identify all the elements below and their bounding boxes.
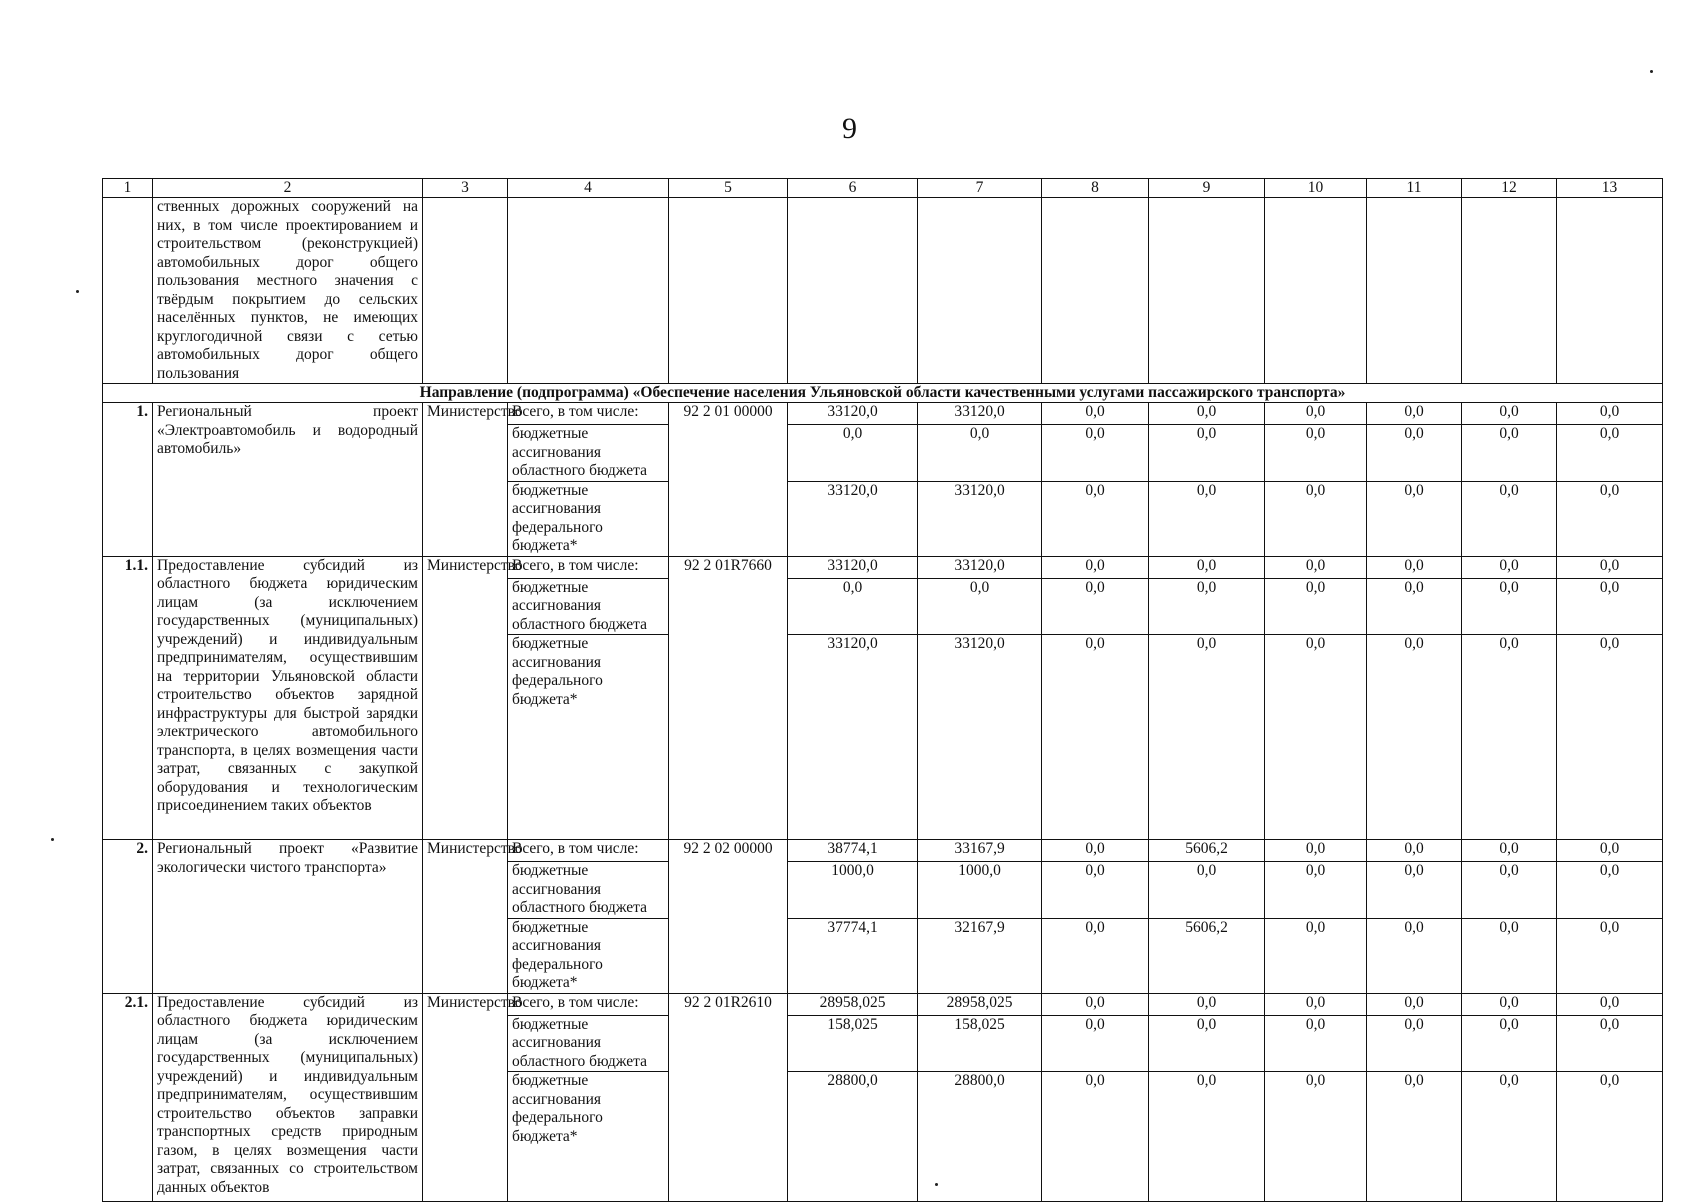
col-header: 2 (153, 179, 423, 198)
amount-cell: 0,0 (1367, 918, 1462, 993)
amount-cell: 33120,0 (788, 635, 918, 840)
col-header: 13 (1557, 179, 1663, 198)
amount-cell: 0,0 (1149, 578, 1265, 635)
col-header: 9 (1149, 179, 1265, 198)
amount-cell: 0,0 (1462, 1072, 1557, 1202)
amount-cell: 0,0 (1462, 578, 1557, 635)
amount-cell: 0,0 (918, 425, 1042, 482)
amount-cell: 33120,0 (918, 556, 1042, 578)
budget-code: 92 2 01 00000 (669, 403, 788, 557)
amount-cell: 0,0 (1367, 403, 1462, 425)
amount-cell: 0,0 (1462, 556, 1557, 578)
amount-cell: 0,0 (1265, 635, 1367, 840)
col-header: 1 (103, 179, 153, 198)
amount-cell: 0,0 (1149, 1072, 1265, 1202)
col-header: 11 (1367, 179, 1462, 198)
col-header: 4 (508, 179, 669, 198)
amount-cell: 33120,0 (788, 481, 918, 556)
amount-cell: 33120,0 (918, 481, 1042, 556)
amount-cell: 0,0 (1042, 862, 1149, 919)
amount-cell: 0,0 (1462, 862, 1557, 919)
row-number: 2. (103, 840, 153, 994)
table-row (103, 556, 1663, 578)
amount-cell: 0,0 (1265, 1072, 1367, 1202)
funding-source: бюджетные ассигнования областного бюджета (508, 1015, 669, 1072)
amount-cell: 0,0 (1557, 556, 1663, 578)
amount-cell: 0,0 (1462, 481, 1557, 556)
amount-cell: 0,0 (1557, 635, 1663, 840)
funding-source: бюджетные ассигнования областного бюджета (508, 425, 669, 482)
amount-cell: 0,0 (1557, 1015, 1663, 1072)
amount-cell: 5606,2 (1149, 840, 1265, 862)
funding-source: Всего, в том числе: (508, 556, 669, 578)
amount-cell: 0,0 (1042, 840, 1149, 862)
amount-cell: 0,0 (1149, 556, 1265, 578)
amount-cell: 0,0 (1557, 403, 1663, 425)
amount-cell: 0,0 (1462, 840, 1557, 862)
amount-cell: 0,0 (1042, 556, 1149, 578)
section-title: Направление (подпрограмма) «Обеспечение населения Ульяновской области качественными услугами пассажирского транспорта» (103, 384, 1663, 403)
amount-cell: 0,0 (1042, 578, 1149, 635)
amount-cell: 0,0 (1557, 862, 1663, 919)
amount-cell: 0,0 (1265, 993, 1367, 1015)
continuation-text: ственных дорожных сооружений на них, в том числе проектированием и строительством (реконструкцией) автомобильных дорог общего пользования местного значения с твёрдым покрытием до сельских населённых пунктов, не имеющих круглогодичной связи с сетью автомобильных дорог общего пользования (153, 198, 423, 384)
amount-cell: 0,0 (1367, 840, 1462, 862)
budget-code: 92 2 01R7660 (669, 556, 788, 840)
amount-cell: 1000,0 (918, 862, 1042, 919)
funding-source: бюджетные ассигнования федерального бюджета* (508, 918, 669, 993)
table-row (103, 840, 1663, 862)
col-header: 8 (1042, 179, 1149, 198)
scan-speck (1650, 70, 1653, 73)
funding-source: бюджетные ассигнования федерального бюджета* (508, 635, 669, 840)
amount-cell: 0,0 (1367, 1015, 1462, 1072)
amount-cell: 0,0 (1557, 993, 1663, 1015)
row-name: Предоставление субсидий из областного бюджета юридическим лицам (за исключением государственных (муниципальных) учреждений) и индивидуальным предпринимателям, осуществившим на территории Ульяновской области строительство объектов зарядной инфраструктуры для быстрой зарядки электрического автомобильного транспорта, в целях возмещения части затрат, связанных с закупкой оборудования и технологическим присоединением таких объектов (153, 556, 423, 840)
amount-cell: 0,0 (1462, 635, 1557, 840)
amount-cell: 33120,0 (918, 635, 1042, 840)
scan-speck (51, 838, 54, 841)
row-number: 1. (103, 403, 153, 557)
amount-cell: 0,0 (1367, 1072, 1462, 1202)
amount-cell: 0,0 (1367, 556, 1462, 578)
amount-cell: 38774,1 (788, 840, 918, 862)
budget-code: 92 2 01R2610 (669, 993, 788, 1202)
amount-cell: 158,025 (788, 1015, 918, 1072)
budget-code: 92 2 02 00000 (669, 840, 788, 994)
amount-cell: 0,0 (1149, 635, 1265, 840)
header-row (103, 179, 1663, 198)
row-name: Региональный проект «Развитие экологически чистого транспорта» (153, 840, 423, 994)
amount-cell: 0,0 (1149, 1015, 1265, 1072)
scan-speck (935, 1183, 938, 1186)
amount-cell: 0,0 (1042, 425, 1149, 482)
amount-cell: 33120,0 (788, 556, 918, 578)
amount-cell: 0,0 (1265, 862, 1367, 919)
amount-cell: 0,0 (1149, 993, 1265, 1015)
amount-cell: 0,0 (1042, 918, 1149, 993)
amount-cell: 0,0 (1265, 918, 1367, 993)
funding-source: бюджетные ассигнования федерального бюджета* (508, 481, 669, 556)
page-number: 9 (842, 112, 857, 145)
section-row (103, 384, 1663, 403)
col-header: 5 (669, 179, 788, 198)
row-executor: Министерство (423, 556, 508, 840)
row-name: Предоставление субсидий из областного бюджета юридическим лицам (за исключением государственных (муниципальных) учреждений) и индивидуальным предпринимателям, осуществившим строительство объектов заправки транспортных средств природным газом, в целях возмещения части затрат, связанных со строительством данных объектов (153, 993, 423, 1202)
amount-cell: 0,0 (918, 578, 1042, 635)
amount-cell: 0,0 (1265, 556, 1367, 578)
funding-source: бюджетные ассигнования областного бюджета (508, 578, 669, 635)
amount-cell: 33120,0 (788, 403, 918, 425)
amount-cell: 28800,0 (788, 1072, 918, 1202)
col-header: 7 (918, 179, 1042, 198)
funding-source: Всего, в том числе: (508, 840, 669, 862)
amount-cell: 0,0 (1367, 993, 1462, 1015)
amount-cell: 0,0 (1557, 481, 1663, 556)
amount-cell: 0,0 (1149, 862, 1265, 919)
amount-cell: 0,0 (1265, 840, 1367, 862)
row-executor: Министерство (423, 993, 508, 1202)
amount-cell: 0,0 (1042, 1072, 1149, 1202)
amount-cell: 28958,025 (918, 993, 1042, 1015)
amount-cell: 0,0 (788, 425, 918, 482)
col-header: 10 (1265, 179, 1367, 198)
amount-cell: 33120,0 (918, 403, 1042, 425)
row-number: 2.1. (103, 993, 153, 1202)
amount-cell: 0,0 (1557, 918, 1663, 993)
amount-cell: 0,0 (1367, 578, 1462, 635)
amount-cell: 158,025 (918, 1015, 1042, 1072)
scan-speck (76, 290, 79, 293)
amount-cell: 37774,1 (788, 918, 918, 993)
col-header: 12 (1462, 179, 1557, 198)
amount-cell: 0,0 (1149, 403, 1265, 425)
row-name: Региональный проект «Электроавтомобиль и водородный автомобиль» (153, 403, 423, 557)
amount-cell: 0,0 (1462, 403, 1557, 425)
amount-cell: 0,0 (1042, 481, 1149, 556)
amount-cell: 0,0 (1367, 481, 1462, 556)
amount-cell: 0,0 (1265, 578, 1367, 635)
amount-cell: 0,0 (1462, 1015, 1557, 1072)
amount-cell: 28958,025 (788, 993, 918, 1015)
table-row (103, 403, 1663, 425)
amount-cell: 0,0 (1367, 635, 1462, 840)
amount-cell: 0,0 (1462, 918, 1557, 993)
amount-cell: 0,0 (1557, 840, 1663, 862)
amount-cell: 0,0 (1265, 403, 1367, 425)
amount-cell: 0,0 (1265, 425, 1367, 482)
amount-cell: 5606,2 (1149, 918, 1265, 993)
amount-cell: 0,0 (1557, 425, 1663, 482)
amount-cell: 0,0 (1265, 1015, 1367, 1072)
row-number: 1.1. (103, 556, 153, 840)
amount-cell: 0,0 (1042, 1015, 1149, 1072)
col-header: 3 (423, 179, 508, 198)
amount-cell: 32167,9 (918, 918, 1042, 993)
amount-cell: 0,0 (788, 578, 918, 635)
funding-source: Всего, в том числе: (508, 403, 669, 425)
amount-cell: 1000,0 (788, 862, 918, 919)
amount-cell: 0,0 (1149, 481, 1265, 556)
row-executor: Министерство (423, 403, 508, 557)
funding-source: Всего, в том числе: (508, 993, 669, 1015)
amount-cell: 0,0 (1462, 425, 1557, 482)
amount-cell: 0,0 (1042, 635, 1149, 840)
col-header: 6 (788, 179, 918, 198)
budget-table (102, 178, 1663, 1202)
amount-cell: 0,0 (1557, 578, 1663, 635)
amount-cell: 0,0 (1557, 1072, 1663, 1202)
amount-cell: 0,0 (1042, 403, 1149, 425)
row-executor: Министерство (423, 840, 508, 994)
funding-source: бюджетные ассигнования федерального бюджета* (508, 1072, 669, 1202)
amount-cell: 0,0 (1462, 993, 1557, 1015)
amount-cell: 0,0 (1367, 862, 1462, 919)
table-row (103, 993, 1663, 1015)
amount-cell: 33167,9 (918, 840, 1042, 862)
amount-cell: 0,0 (1149, 425, 1265, 482)
funding-source: бюджетные ассигнования областного бюджета (508, 862, 669, 919)
amount-cell: 28800,0 (918, 1072, 1042, 1202)
amount-cell: 0,0 (1265, 481, 1367, 556)
continuation-row (103, 198, 1663, 384)
amount-cell: 0,0 (1042, 993, 1149, 1015)
amount-cell: 0,0 (1367, 425, 1462, 482)
